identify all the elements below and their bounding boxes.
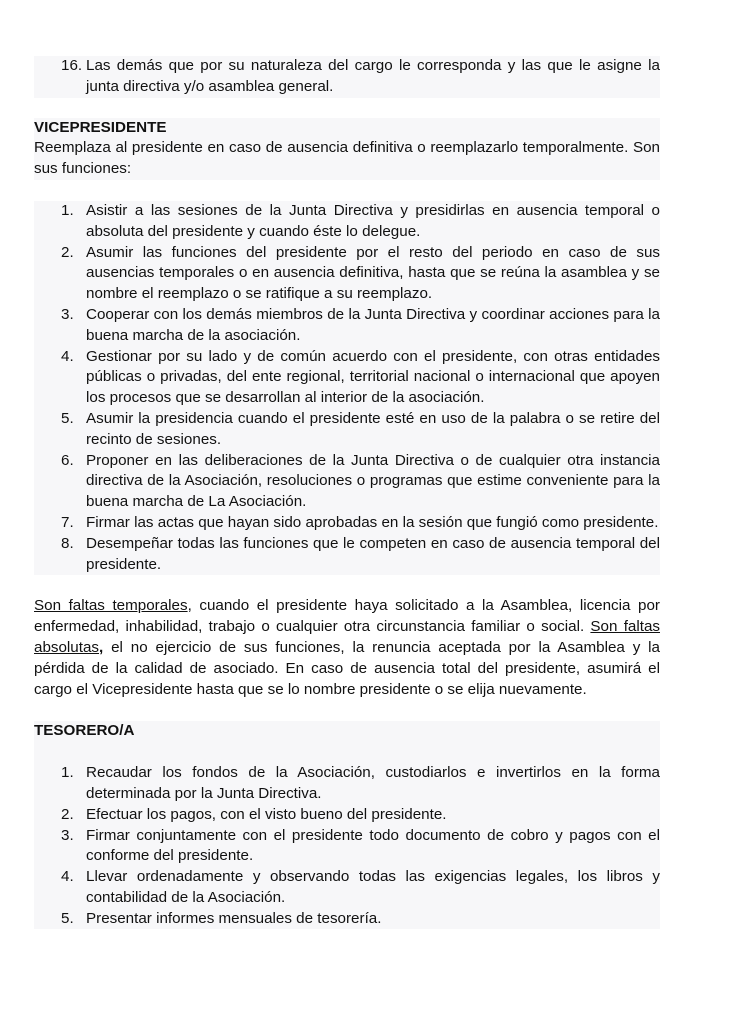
list-item	[34, 451, 660, 513]
list-item-number: 6.	[61, 451, 74, 469]
faltas-absolutas-comma: ,	[99, 638, 104, 656]
list-item	[34, 867, 660, 909]
list-item	[34, 805, 660, 826]
list-item-text: Firmar las actas que hayan sido aprobadas en la sesión que fungió como presidente.	[86, 513, 659, 531]
list-item-text: Desempeñar todas las funciones que le competen en caso de ausencia temporal del presidente.	[86, 534, 660, 573]
spacer	[34, 180, 660, 201]
tesorero-functions-list	[34, 763, 660, 929]
list-item-text: Asumir las funciones del presidente por el resto del periodo en caso de sus ausencias temporales o en ausencia definitiva, hasta que se reúna la asamblea y se nombre el reemplazo o se ratifique a su reemplazo.	[86, 243, 660, 303]
list-item	[34, 347, 660, 409]
faltas-block	[34, 596, 660, 700]
list-item-number: 16.	[61, 57, 83, 74]
list-item-text: Efectuar los pagos, con el visto bueno del presidente.	[86, 805, 447, 823]
list-item	[34, 534, 660, 576]
list-item-number: 3.	[61, 305, 74, 323]
list-item-number: 3.	[61, 826, 74, 844]
list-item-text: Proponer en las deliberaciones de la Junta Directiva o de cualquier otra instancia directiva de la Asociación, resoluciones o programas que estime conveniente para la buena marcha de La Asociación.	[86, 451, 660, 511]
list-item-number: 2.	[61, 805, 74, 823]
spacer	[34, 575, 660, 596]
list-item-number: 8.	[61, 534, 74, 552]
prev-functions-list	[34, 56, 660, 98]
list-item-number: 4.	[61, 868, 74, 886]
list-item	[34, 909, 660, 930]
list-item	[34, 201, 660, 243]
list-item	[34, 409, 660, 451]
list-item-text: Las demás que por su naturaleza del cargo le corresponda y las que le asigne la junta directiva y/o asamblea general.	[86, 57, 660, 95]
section-heading-vicepresidente: VICEPRESIDENTE	[34, 118, 167, 136]
faltas-temporales-text: , cuando el presidente haya solicitado a la Asamblea, licencia por enfermedad, inhabilidad, trabajo o cualquier otra circunstancia familiar o social.	[34, 597, 660, 636]
list-item-number: 5.	[61, 409, 74, 427]
list-item-text: Asistir a las sesiones de la Junta Directiva y presidirlas en ausencia temporal o absoluta del presidente y cuando éste lo delegue.	[86, 201, 660, 240]
prev-list-block	[34, 56, 660, 98]
spacer	[34, 700, 660, 721]
list-item	[34, 826, 660, 868]
tesorero-section	[34, 721, 660, 742]
list-item-number: 5.	[61, 909, 74, 927]
vicepresidente-section	[34, 118, 660, 180]
tesorero-list-block	[34, 763, 660, 929]
vicepresidente-list-block	[34, 201, 660, 575]
faltas-paragraph	[34, 596, 660, 700]
list-item-text: Gestionar por su lado y de común acuerdo con el presidente, con otras entidades públicas o privadas, del ente regional, territorial nacional o internacional que apoyen los procesos que se desarrollan al interior de la asociación.	[86, 347, 660, 407]
vicepresidente-functions-list	[34, 201, 660, 575]
spacer	[34, 742, 660, 763]
list-item-text: Cooperar con los demás miembros de la Junta Directiva y coordinar acciones para la buena marcha de la asociación.	[86, 305, 660, 344]
list-item	[34, 305, 660, 347]
list-item-text: Firmar conjuntamente con el presidente todo documento de cobro y pagos con el conforme del presidente.	[86, 826, 660, 865]
list-item-text: Asumir la presidencia cuando el presidente esté en uso de la palabra o se retire del recinto de sesiones.	[86, 409, 660, 448]
list-item-text: Presentar informes mensuales de tesorería.	[86, 909, 382, 927]
faltas-absolutas-text: el no ejercicio de sus funciones, la renuncia aceptada por la Asamblea y la pérdida de la calidad de asociado. En caso de ausencia total del presidente, asumirá el cargo el Vicepresidente hasta que se lo nombre presidente o se elija nuevamente.	[34, 638, 660, 698]
section-heading-tesorero: TESORERO/A	[34, 722, 135, 740]
list-item-text: Recaudar los fondos de la Asociación, custodiarlos e invertirlos en la forma determinada por la Junta Directiva.	[86, 764, 660, 802]
document-body	[34, 56, 660, 929]
faltas-temporales-label: Son faltas temporales	[34, 597, 188, 615]
list-item-number: 1.	[61, 764, 74, 782]
list-item-number: 1.	[61, 201, 74, 219]
vicepresidente-intro: Reemplaza al presidente en caso de ausencia definitiva o reemplazarlo temporalmente. Son sus funciones:	[34, 139, 660, 178]
list-item	[34, 243, 660, 305]
list-item-number: 4.	[61, 347, 74, 365]
spacer	[34, 98, 660, 118]
list-item-number: 2.	[61, 243, 74, 261]
list-item	[34, 513, 660, 534]
list-item	[34, 763, 660, 805]
faltas-absolutas-label: Son faltas absolutas	[34, 618, 660, 656]
list-item-number: 7.	[61, 513, 74, 531]
list-item	[34, 56, 660, 98]
list-item-text: Llevar ordenadamente y observando todas las exigencias legales, los libros y contabilidad de la Asociación.	[86, 868, 660, 906]
